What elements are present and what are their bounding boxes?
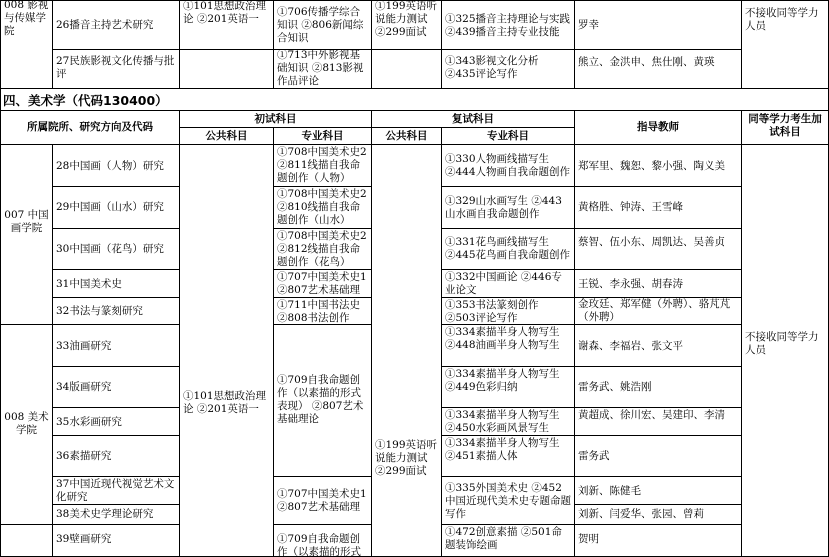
direction-cell: 35水彩画研究: [56, 416, 122, 428]
teachers-cell: 谢森、李福岩、张文平: [578, 340, 683, 352]
direction-cell: 33油画研究: [56, 340, 112, 352]
major-subjects-cell: ①708中国美术史2 ②812线描自我命题创作（花鸟）: [277, 230, 367, 268]
teachers-cell: 郑军里、魏恕、黎小强、陶义美: [578, 160, 725, 172]
direction-cell: 34版画研究: [56, 381, 112, 393]
retest-major-cell: ①330人物画线描写生 ②444人物画自我命题创作: [445, 153, 571, 178]
retest-major-cell: ①472创意素描 ②501命题装饰绘画: [445, 526, 562, 551]
direction-cell: 26播音主持艺术研究: [56, 19, 154, 31]
teachers-cell: 蔡智、伍小东、周凯达、吴善贞: [578, 236, 725, 248]
header-public: 公共科目: [205, 130, 248, 142]
teachers-cell: 黄格胜、钟涛、王雪峰: [578, 201, 683, 213]
header-initial: 初试科目: [254, 113, 297, 125]
direction-cell: 30中国画（花鸟）研究: [56, 243, 164, 255]
major-subjects-cell: ①708中国美术史2 ②810线描自我命题创作（山水）: [277, 188, 367, 226]
header-retest: 复试科目: [452, 113, 494, 125]
direction-cell: 37中国近现代视觉艺术文化研究: [56, 478, 175, 503]
retest-major-cell: ①334素描半身人物写生 ②448油画半身人物写生: [445, 326, 560, 351]
retest-major-cell: ①332中国画论 ②446专业论文: [445, 271, 562, 296]
direction-cell: 32书法与篆刻研究: [56, 305, 143, 317]
direction-cell: 38美术史学理论研究: [56, 508, 154, 520]
retest-public-merged: ①199英语听说能力测试 ②299面试: [375, 439, 438, 477]
header-equiv: 同等学力考生加试科目: [748, 113, 822, 138]
teachers-cell: 贺明: [578, 533, 599, 545]
header-dept: 所属院所、研究方向及代码: [27, 121, 153, 133]
major-subjects-cell: ①709自我命题创作（以素描的形式: [277, 533, 361, 556]
direction-cell: 36素描研究: [56, 450, 112, 462]
retest-major-cell: ①331花鸟画线描写生 ②445花鸟画自我命题创作: [445, 236, 571, 261]
dept-cell-008-media: 008 影视与传媒学院: [4, 0, 49, 37]
major-subjects-cell: ①706传播学综合知识 ②806新闻综合知识: [277, 6, 364, 44]
direction-cell: 29中国画（山水）研究: [56, 201, 164, 213]
header-retest-major: 专业科目: [487, 130, 529, 142]
public-subjects-merged: ①101思想政治理论 ②201英语一: [183, 390, 267, 415]
retest-major-cell: ①334素描半身人物写生 ②449色彩归纳: [445, 368, 560, 393]
major-subjects-cell: ①711中国书法史 ②808书法创作: [277, 299, 361, 324]
retest-major-cell: ①334素描半身人物写生 ②451素描人体: [445, 437, 560, 462]
direction-cell: 27民族影视文化传播与批评: [56, 55, 175, 80]
teachers-cell: 雷务武、姚浩刚: [578, 381, 652, 393]
direction-cell: 39壁画研究: [56, 533, 112, 545]
section-title: 四、美术学（代码130400）: [3, 93, 168, 108]
major-subjects-merged: ①709自我命题创作（以素描的形式表现） ②807艺术基础理论: [277, 374, 364, 425]
major-subjects-merged: ①707中国美术史1 ②807艺术基础理: [277, 488, 367, 513]
retest-major-cell: ①343影视文化分析 ②435评论写作: [445, 55, 539, 80]
dept-cell-008: 008 美术学院: [4, 411, 49, 436]
header-teachers: 指导教师: [637, 121, 679, 133]
teachers-cell: 刘新、陈健毛: [578, 485, 641, 497]
retest-public-cell: ①199英语听说能力测试 ②299面试: [375, 0, 438, 38]
dept-cell-007: 007 中国画学院: [4, 209, 49, 234]
teachers-cell: 罗幸: [578, 19, 599, 31]
teachers-cell: 王锐、李永强、胡春涛: [578, 278, 683, 290]
retest-major-cell: ①353书法篆刻创作 ②503评论写作: [445, 299, 539, 324]
public-subjects-cell: ①101思想政治理论 ②201英语一: [183, 0, 267, 25]
major-subjects-cell: ①713中外影视基础知识 ②813影视作品评论: [277, 49, 364, 87]
major-subjects-cell: ①707中国美术史1 ②807艺术基础理: [277, 271, 367, 296]
teachers-cell: 熊立、金洪申、焦仕刚、黄瑛: [578, 56, 715, 68]
major-subjects-cell: ①708中国美术史2 ②811线描自我命题创作（人物）: [277, 146, 367, 184]
teachers-cell: 刘新、闫爱华、张园、曾莉: [578, 508, 704, 520]
equiv-merged: 不接收同等学力人员: [745, 331, 819, 356]
direction-cell: 31中国美术史: [56, 278, 122, 290]
header-retest-public: 公共科目: [385, 130, 428, 142]
equiv-cell: 不接收同等学力人员: [745, 7, 819, 32]
direction-cell: 28中国画（人物）研究: [56, 160, 164, 172]
teachers-cell: 金玫廷、郑军健（外聘）、骆芃芃（外聘）: [578, 298, 731, 323]
retest-major-cell: ①335外国美术史 ②452中国近现代美术史专题命题写作: [445, 482, 571, 520]
teachers-cell: 雷务武: [578, 450, 610, 462]
retest-major-cell: ①329山水画写生 ②443山水画自我命题创作: [445, 195, 562, 220]
retest-major-cell: ①325播音主持理论与实践 ②439播音主持专业技能: [445, 13, 571, 38]
header-major: 专业科目: [301, 130, 344, 142]
teachers-cell: 黄超成、徐川宏、吴建印、李清: [578, 409, 725, 421]
retest-major-cell: ①334素描半身人物写生 ②450水彩画风景写生: [445, 409, 560, 434]
